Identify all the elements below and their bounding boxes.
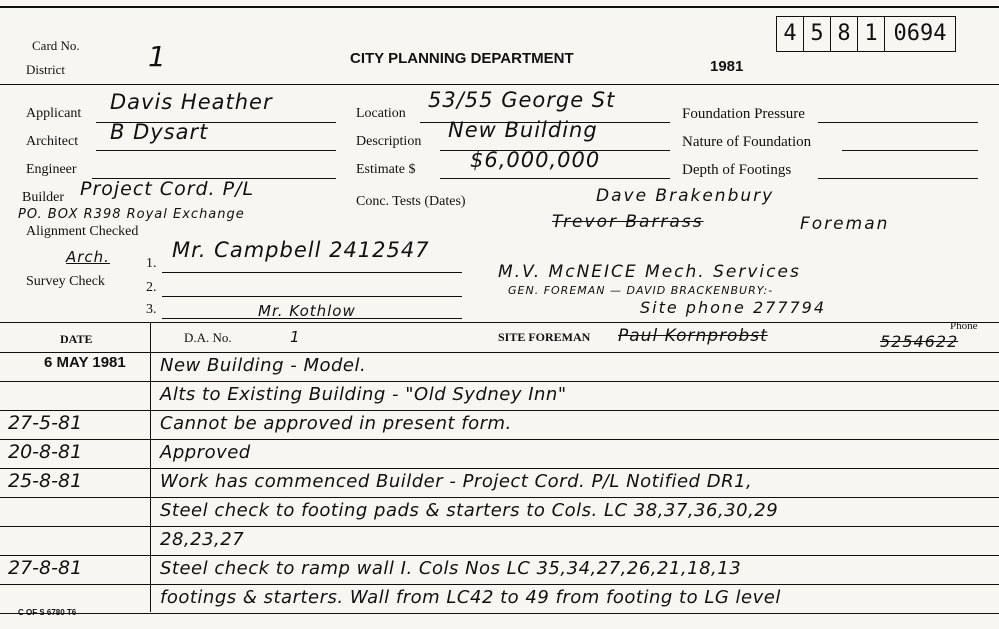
card-digit: 4 [777,17,804,51]
row-rule [0,555,999,556]
row-date: 27-8-81 [8,557,83,579]
survey-num-3: 3. [146,302,157,317]
row-date: 6 MAY 1981 [44,354,126,371]
note-foreman: Foreman [800,214,890,234]
row-date: 20-8-81 [8,441,83,463]
top-border [0,6,999,8]
row-date: 25-8-81 [8,470,83,492]
conc-tests-label: Conc. Tests (Dates) [356,194,466,209]
foundation-pressure-line [818,122,978,123]
phone-value: 5254622 [880,332,959,351]
nature-foundation-label: Nature of Foundation [682,134,812,150]
builder-label: Builder [22,190,64,205]
card-digit: 0694 [893,21,947,46]
note-gen-foreman: GEN. FOREMAN — DAVID BRACKENBURY:- [508,284,774,297]
card-no-label: Card No. [32,38,80,53]
description-label: Description [356,134,422,149]
survey-line-2 [162,296,462,297]
row-text: Steel check to footing pads & starters to Cols. LC 38,37,36,30,29 [160,500,779,521]
row-rule [0,439,999,440]
survey-check-label: Survey Check [26,274,105,289]
site-foreman-label: SITE FOREMAN [498,330,591,344]
form-code: C OF S 6780 T6 [18,608,77,617]
depth-line [818,178,978,179]
survey-line-1 [162,272,462,273]
row-rule [0,381,999,382]
card-no-value: 1 [148,40,167,73]
note-trevor: Trevor Barrass [552,212,704,232]
row-rule [0,584,999,585]
description-value: New Building [448,118,598,142]
architect-line [96,150,336,151]
district-label: District [26,62,65,77]
location-value: 53/55 George St [428,88,616,112]
nature-line [842,150,978,151]
row-rule [0,497,999,498]
arch-note: Arch. [66,248,110,266]
card-number-box [776,16,956,52]
row-text: New Building - Model. [160,355,367,376]
row-date: 27-5-81 [8,412,83,434]
card-digit: 8 [831,17,858,51]
date-header: DATE [60,332,93,346]
estimate-label: Estimate $ [356,162,416,177]
row-text: Alts to Existing Building - "Old Sydney Inn" [160,384,567,405]
note-dave: Dave Brakenbury [596,186,775,206]
year-label: 1981 [710,58,744,75]
card-digit: 5 [804,17,831,51]
department-title: CITY PLANNING DEPARTMENT [350,50,574,67]
row-rule [0,410,999,411]
applicant-value: Davis Heather [110,90,273,114]
row-rule [0,526,999,527]
survey-num-1: 1. [146,256,157,271]
row-text: Work has commenced Builder - Project Cord. P/L Notified DR1, [160,471,753,492]
survey-value-1: Mr. Campbell 2412547 [172,238,430,262]
date-column-divider [150,322,151,612]
row-rule [0,613,999,614]
row-text: Cannot be approved in present form. [160,413,512,434]
row-text: Approved [160,442,251,463]
row-text: footings & starters. Wall from LC42 to 49 from footing to LG level [160,587,781,608]
architect-label: Architect [26,134,79,149]
da-header: D.A. No. [184,330,232,345]
row-text: Steel check to ramp wall I. Cols Nos LC 35,34,27,26,21,18,13 [160,558,742,579]
note-site-phone: Site phone 277794 [640,298,827,317]
depth-footings-label: Depth of Footings [682,162,792,178]
row-text: 28,23,27 [160,529,245,550]
survey-line-3 [162,318,462,319]
note-mech: M.V. McNEICE Mech. Services [498,262,801,282]
foundation-pressure-label: Foundation Pressure [682,106,805,122]
engineer-label: Engineer [26,162,77,177]
survey-value-3: Mr. Kothlow [258,302,356,320]
architect-value: B Dysart [110,120,209,144]
estimate-line [440,178,670,179]
row-rule [0,468,999,469]
builder-value: Project Cord. P/L [80,178,255,200]
alignment-label: Alignment Checked [26,224,139,239]
site-foreman-value: Paul Kornprobst [618,326,768,346]
header-rule [0,84,999,85]
estimate-value: $6,000,000 [470,148,601,172]
applicant-label: Applicant [26,106,82,121]
da-value: 1 [290,328,301,346]
card-digit: 1 [858,17,885,51]
survey-num-2: 2. [146,280,157,295]
phone-label: Phone [950,320,978,332]
location-label: Location [356,106,406,121]
builder-address: PO. BOX R398 Royal Exchange [18,207,245,222]
